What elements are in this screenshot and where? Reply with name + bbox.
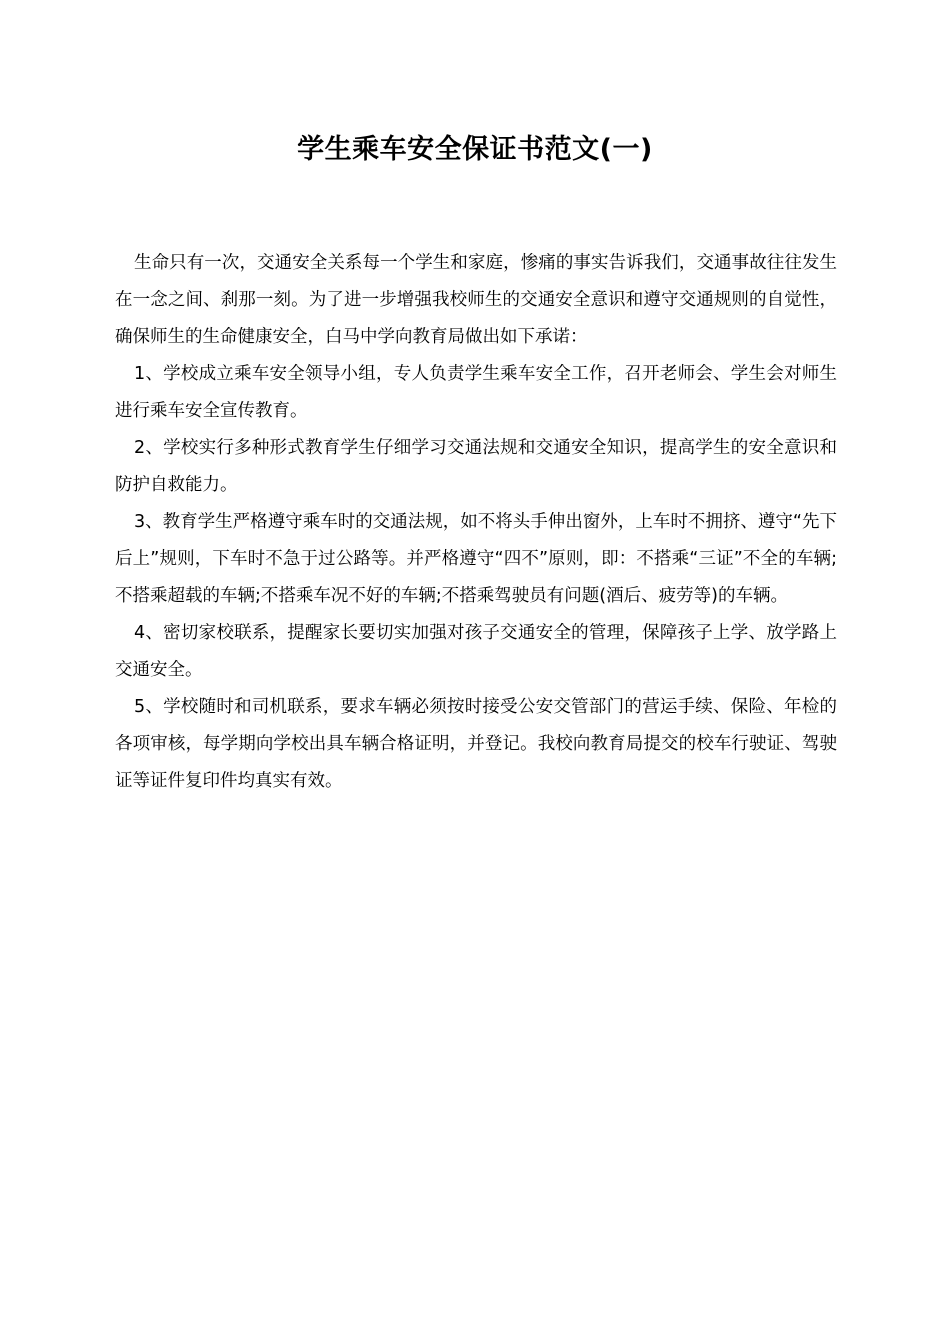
commitment-item-2: 2、学校实行多种形式教育学生仔细学习交通法规和交通安全知识，提高学生的安全意识和防护自救能力。 [115,438,837,495]
commitment-item-4: 4、密切家校联系，提醒家长要切实加强对孩子交通安全的管理，保障孩子上学、放学路上交通安全。 [115,623,837,680]
commitment-item-3: 3、教育学生严格遵守乘车时的交通法规，如不将头手伸出窗外，上车时不拥挤、遵守“先下后上”规则，下车时不急于过公路等。并严格遵守“四不”原则，即：不搭乘“三证”不全的车辆;不搭乘超载的车辆;不搭乘车况不好的车辆;不搭乘驾驶员有问题(酒后、疲劳等)的车辆。 [115,512,837,606]
document-body [115,245,837,800]
document-title: 学生乘车安全保证书范文(一) [297,134,653,165]
commitment-item-1: 1、学校成立乘车安全领导小组，专人负责学生乘车安全工作，召开老师会、学生会对师生进行乘车安全宣传教育。 [115,364,837,421]
commitment-item-5: 5、学校随时和司机联系，要求车辆必须按时接受公安交管部门的营运手续、保险、年检的各项审核，每学期向学校出具车辆合格证明，并登记。我校向教育局提交的校车行驶证、驾驶证等证件复印件均真实有效。 [115,697,837,791]
intro-paragraph: 生命只有一次，交通安全关系每一个学生和家庭，惨痛的事实告诉我们，交通事故往往发生在一念之间、刹那一刻。为了进一步增强我校师生的交通安全意识和遵守交通规则的自觉性，确保师生的生命健康安全，白马中学向教育局做出如下承诺： [115,253,837,347]
